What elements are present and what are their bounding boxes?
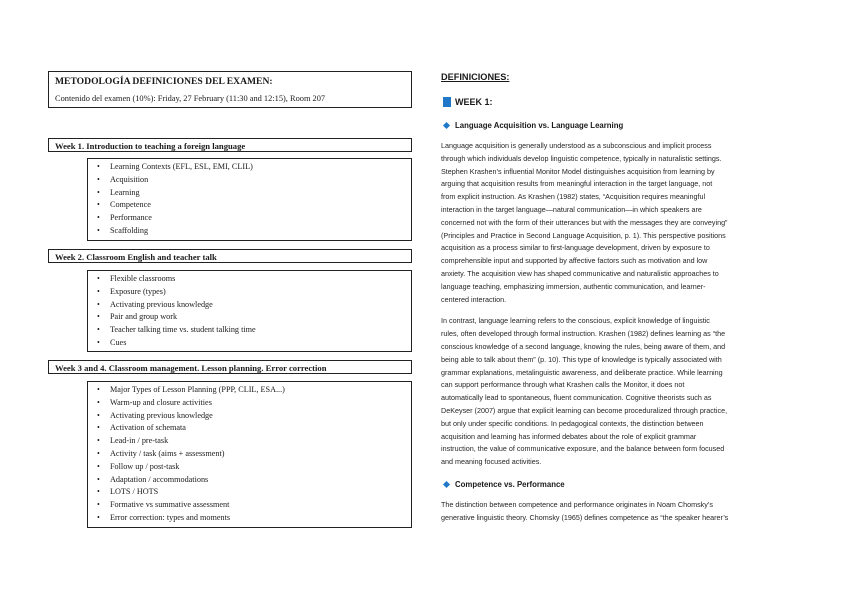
exam-header-box [48, 71, 412, 108]
topic-item: • Cues [96, 337, 411, 350]
paragraph-line: language teaching, emphasizing immersion, authentic communication, and learner- [441, 281, 706, 291]
paragraph-line: DeKeyser (2007) argue that explicit learning can become proceduralized through practice, [441, 405, 728, 415]
paragraph-line: Language acquisition is generally understood as a subconscious and implicit process [441, 141, 712, 150]
section-heading-label: Language Acquisition vs. Language Learning [455, 121, 624, 130]
paragraph-line: concerned not with the form of their utterances but with the messages they are conveying” [441, 217, 728, 227]
topic-item: • Formative vs summative assessment [96, 499, 411, 512]
topic-item: • Activity / task (aims + assessment) [96, 448, 411, 461]
paragraph-line: In contrast, language learning refers to the conscious, explicit knowledge of linguistic [441, 316, 710, 326]
blue-square-icon [443, 97, 451, 107]
exam-header-subtitle: Contenido del examen (10%): Friday, 27 February (11:30 and 12:15), Room 207 [55, 94, 326, 103]
diamond-bullet-icon [443, 122, 450, 129]
paragraph-line: (Principles and Practice in Second Language Acquisition, p. 1). This perspective positions [441, 230, 726, 240]
topic-item: • Pair and group work [96, 311, 411, 324]
paragraph-learning [441, 315, 793, 469]
paragraph-line: rules, often developed through formal instruction. Krashen (1982) defines learning as “the [441, 329, 726, 339]
topic-item: • Learning [96, 187, 411, 200]
paragraph-line: The distinction between competence and performance originates in Noam Chomsky’s [441, 499, 713, 509]
topic-item: • Learning Contexts (EFL, ESL, EMI, CLIL) [96, 161, 411, 174]
topic-item: • Error correction: types and moments [96, 512, 411, 525]
topic-item: • Activating previous knowledge [96, 410, 411, 423]
week-1-heading [441, 96, 793, 108]
week-2-title: Week 2. Classroom English and teacher talk [48, 249, 412, 263]
topic-item: • Major Types of Lesson Planning (PPP, CLIL, ESA...) [96, 384, 411, 397]
paragraph-line: automatically lead to spontaneous, fluent communication. Cognitive theorists such as [441, 393, 712, 403]
paragraph-line: conscious knowledge of a second language, knowing the rules, being aware of them, and [441, 341, 726, 351]
week-3-4-title: Week 3 and 4. Classroom management. Lesson planning. Error correction [48, 360, 412, 374]
topic-item: • Acquisition [96, 174, 411, 187]
week-1-title: Week 1. Introduction to teaching a foreign language [48, 138, 412, 152]
topic-item: • Scaffolding [96, 225, 411, 238]
definitions-column [441, 70, 793, 525]
week-3-4-topic-list [87, 381, 412, 528]
paragraph-line: but only under specific conditions. In pedagogical contexts, the distinction between [441, 418, 704, 428]
topic-item: • LOTS / HOTS [96, 486, 411, 499]
paragraph-line: comprehensible input and supported by affective factors such as motivation and low [441, 256, 708, 266]
section-heading-competence-performance [444, 479, 793, 490]
paragraph-line: through which individuals develop linguistic competence, typically in naturalistic settings. [441, 153, 722, 163]
topic-item: • Flexible classrooms [96, 273, 411, 286]
paragraph-line: arguing that acquisition results from meaningful interaction in the target language, not [441, 179, 713, 189]
paragraph-line: and meaning focused activities. [441, 457, 542, 467]
week-2-topic-list [87, 270, 412, 352]
paragraph-line: acquisition as a process similar to first-language development, driven by exposure to [441, 243, 710, 253]
paragraph-acquisition [441, 140, 793, 306]
topic-item: • Exposure (types) [96, 286, 411, 299]
section-heading-label: Competence vs. Performance [455, 479, 565, 489]
week-1-topic-list [87, 158, 412, 241]
paragraph-line: being able to talk about them” (p. 10). This type of knowledge is typically associated with [441, 354, 722, 364]
topic-item: • Performance [96, 212, 411, 225]
paragraph-line: instruction, the value of communicative exposure, and the balance between form focused [441, 444, 725, 454]
section-heading-acquisition-learning [444, 120, 793, 131]
topic-item: • Activating previous knowledge [96, 299, 411, 312]
topic-item: • Lead-in / pre-task [96, 435, 411, 448]
exam-header-title: METODOLOGÍA DEFINICIONES DEL EXAMEN: [55, 76, 273, 87]
paragraph-line: from explicit instruction. As Krashen (1982) states, “Acquisition requires meaningful [441, 192, 706, 202]
topic-item: • Warm-up and closure activities [96, 397, 411, 410]
paragraph-competence [441, 499, 793, 525]
topic-item: • Competence [96, 199, 411, 212]
paragraph-line: centered interaction. [441, 294, 507, 304]
topic-item: • Follow up / post-task [96, 461, 411, 474]
topic-item: • Activation of schemata [96, 422, 411, 435]
week-1-heading-label: WEEK 1: [455, 97, 493, 107]
topic-item: • Adaptation / accommodations [96, 474, 411, 487]
paragraph-line: interaction in the target language—natural communication—in which speakers are [441, 204, 702, 214]
paragraph-line: generative linguistic theory. Chomsky (1965) defines competence as “the speaker hearer’s [441, 512, 729, 522]
definitions-title: DEFINICIONES: [441, 72, 510, 82]
paragraph-line: can support performance through what Krashen calls the Monitor, it does not [441, 380, 685, 390]
paragraph-line: acquisition and learning has informed debates about the role of explicit grammar [441, 431, 697, 441]
diamond-bullet-icon [443, 481, 450, 488]
paragraph-line: Stephen Krashen’s influential Monitor Model distinguishes acquisition from learning by [441, 166, 715, 176]
paragraph-line: grammar explanations, metalinguistic awareness, and deliberate practice. While learning [441, 367, 723, 377]
topic-item: • Teacher talking time vs. student talking time [96, 324, 411, 337]
paragraph-line: anxiety. The acquisition view has shaped communicative and naturalistic approaches to [441, 268, 719, 278]
